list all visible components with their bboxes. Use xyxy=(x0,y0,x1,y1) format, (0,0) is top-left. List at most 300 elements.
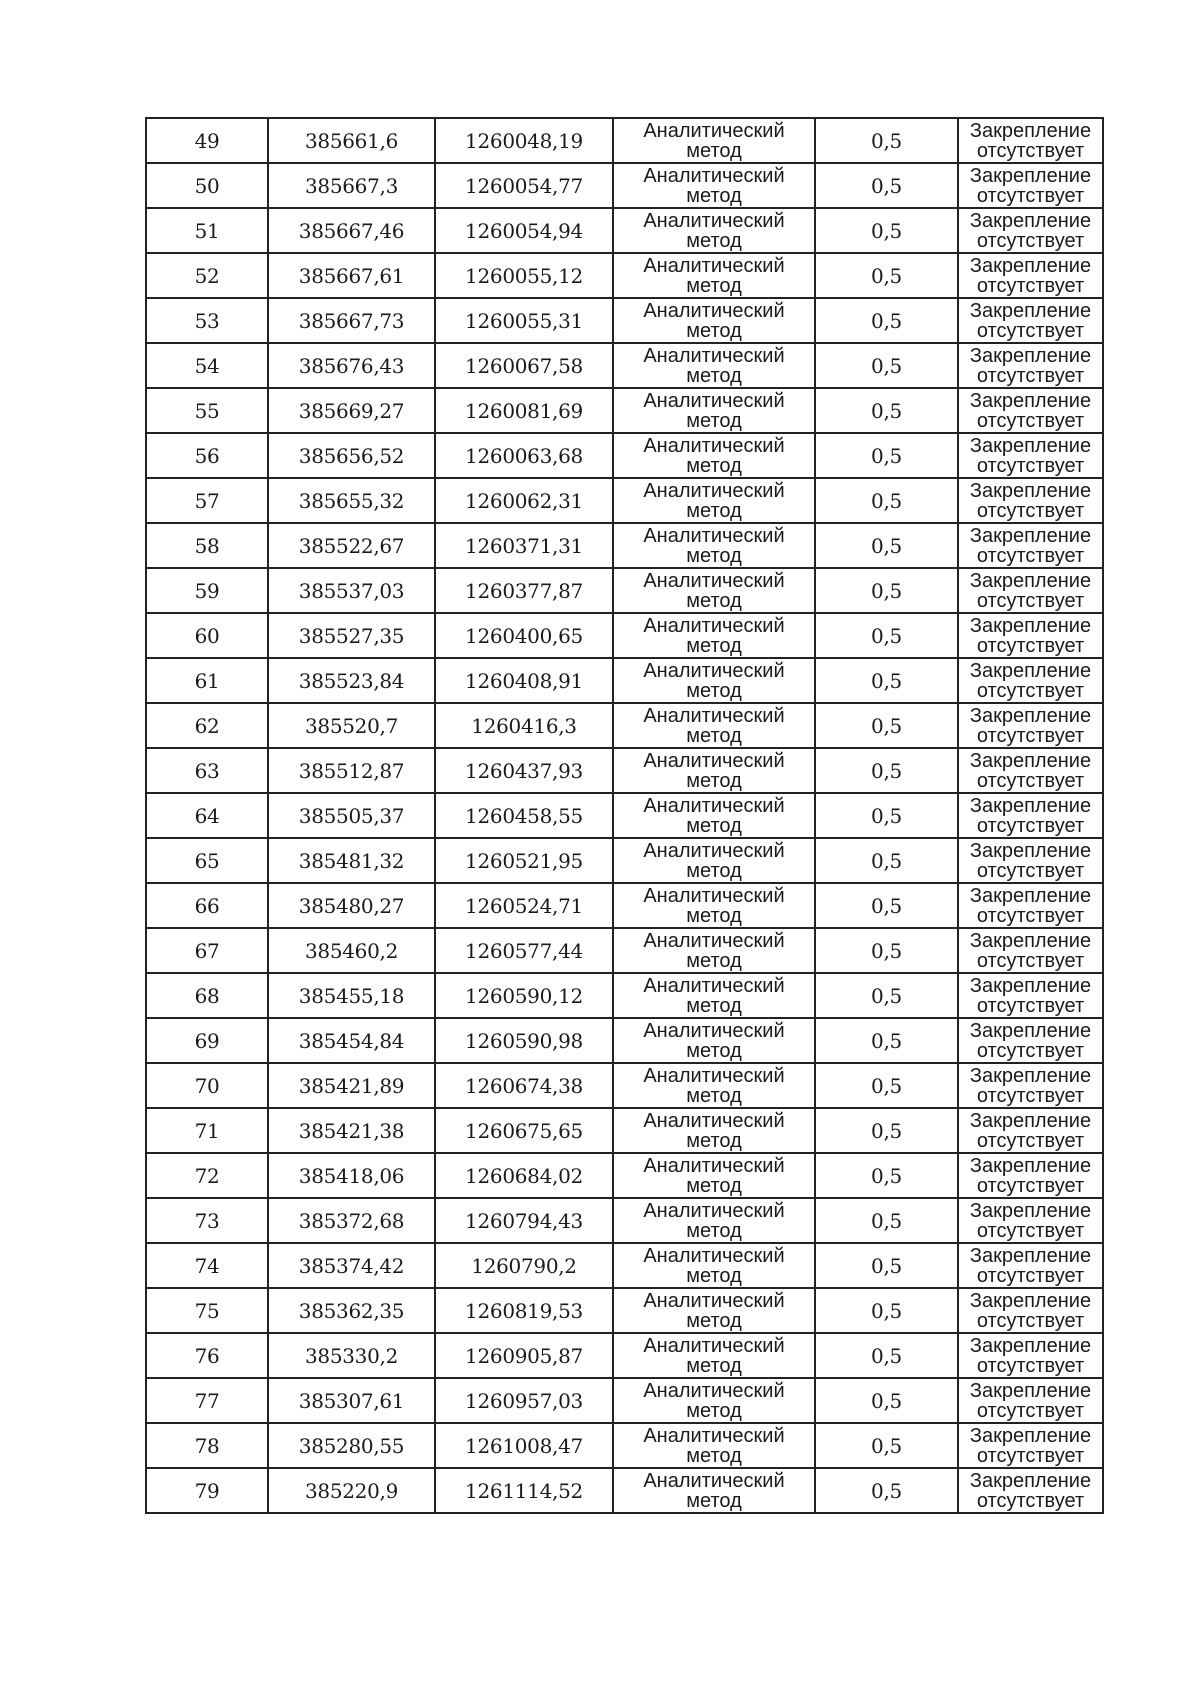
method-line-2: метод xyxy=(686,229,742,252)
accuracy-cell: 0,5 xyxy=(815,1018,958,1063)
x-coordinate-cell: 385527,35 xyxy=(268,613,435,658)
accuracy-cell: 0,5 xyxy=(815,973,958,1018)
fixation-line-2: отсутствует xyxy=(976,949,1085,972)
method-cell xyxy=(613,208,815,253)
y-coordinate-cell: 1260416,3 xyxy=(435,703,613,748)
x-coordinate-cell: 385667,73 xyxy=(268,298,435,343)
method-line-1: Аналитический xyxy=(643,749,785,772)
table-row xyxy=(146,1333,1103,1378)
method-cell xyxy=(613,388,815,433)
accuracy-cell: 0,5 xyxy=(815,793,958,838)
fixation-line-2: отсутствует xyxy=(976,364,1085,387)
method-line-2: метод xyxy=(686,1084,742,1107)
method-line-2: метод xyxy=(686,814,742,837)
coordinates-table xyxy=(145,117,1104,1514)
accuracy-cell: 0,5 xyxy=(815,523,958,568)
method-line-2: метод xyxy=(686,1489,742,1512)
fixation-line-1: Закрепление xyxy=(969,1109,1092,1132)
fixation-cell xyxy=(958,478,1103,523)
method-line-2: метод xyxy=(686,1039,742,1062)
method-cell xyxy=(613,1018,815,1063)
accuracy-cell: 0,5 xyxy=(815,1423,958,1468)
x-coordinate-cell: 385421,38 xyxy=(268,1108,435,1153)
method-cell xyxy=(613,703,815,748)
y-coordinate-cell: 1260408,91 xyxy=(435,658,613,703)
table-row xyxy=(146,658,1103,703)
table-row xyxy=(146,613,1103,658)
x-coordinate-cell: 385667,61 xyxy=(268,253,435,298)
y-coordinate-cell: 1260067,58 xyxy=(435,343,613,388)
fixation-line-1: Закрепление xyxy=(969,164,1092,187)
y-coordinate-cell: 1260684,02 xyxy=(435,1153,613,1198)
fixation-line-2: отсутствует xyxy=(976,1219,1085,1242)
y-coordinate-cell: 1260055,31 xyxy=(435,298,613,343)
method-cell xyxy=(613,478,815,523)
point-number-cell: 69 xyxy=(146,1018,268,1063)
point-number-cell: 58 xyxy=(146,523,268,568)
method-line-1: Аналитический xyxy=(643,569,785,592)
fixation-line-1: Закрепление xyxy=(969,299,1092,322)
method-cell xyxy=(613,298,815,343)
x-coordinate-cell: 385667,3 xyxy=(268,163,435,208)
x-coordinate-cell: 385669,27 xyxy=(268,388,435,433)
method-line-2: метод xyxy=(686,499,742,522)
method-cell xyxy=(613,433,815,478)
y-coordinate-cell: 1260437,93 xyxy=(435,748,613,793)
fixation-line-2: отсутствует xyxy=(976,1444,1085,1467)
fixation-line-2: отсутствует xyxy=(976,994,1085,1017)
x-coordinate-cell: 385372,68 xyxy=(268,1198,435,1243)
method-cell xyxy=(613,1063,815,1108)
method-line-1: Аналитический xyxy=(643,1064,785,1087)
table-row xyxy=(146,478,1103,523)
table-row xyxy=(146,838,1103,883)
fixation-line-1: Закрепление xyxy=(969,974,1092,997)
fixation-line-1: Закрепление xyxy=(969,704,1092,727)
x-coordinate-cell: 385522,67 xyxy=(268,523,435,568)
table-row xyxy=(146,253,1103,298)
accuracy-cell: 0,5 xyxy=(815,388,958,433)
table-row xyxy=(146,793,1103,838)
point-number-cell: 57 xyxy=(146,478,268,523)
method-cell xyxy=(613,1198,815,1243)
fixation-line-2: отсутствует xyxy=(976,814,1085,837)
method-cell xyxy=(613,343,815,388)
table-row xyxy=(146,118,1103,163)
table-row xyxy=(146,1153,1103,1198)
method-cell xyxy=(613,523,815,568)
point-number-cell: 75 xyxy=(146,1288,268,1333)
method-line-2: метод xyxy=(686,544,742,567)
accuracy-cell: 0,5 xyxy=(815,208,958,253)
fixation-line-2: отсутствует xyxy=(976,139,1085,162)
fixation-line-1: Закрепление xyxy=(969,1154,1092,1177)
method-line-2: метод xyxy=(686,589,742,612)
y-coordinate-cell: 1260400,65 xyxy=(435,613,613,658)
x-coordinate-cell: 385520,7 xyxy=(268,703,435,748)
method-line-1: Аналитический xyxy=(643,344,785,367)
point-number-cell: 66 xyxy=(146,883,268,928)
fixation-cell xyxy=(958,388,1103,433)
method-line-1: Аналитический xyxy=(643,389,785,412)
method-line-2: метод xyxy=(686,319,742,342)
fixation-line-1: Закрепление xyxy=(969,119,1092,142)
fixation-line-2: отсутствует xyxy=(976,229,1085,252)
fixation-line-1: Закрепление xyxy=(969,1244,1092,1267)
point-number-cell: 70 xyxy=(146,1063,268,1108)
fixation-line-1: Закрепление xyxy=(969,1334,1092,1357)
point-number-cell: 53 xyxy=(146,298,268,343)
fixation-cell xyxy=(958,208,1103,253)
accuracy-cell: 0,5 xyxy=(815,1333,958,1378)
fixation-line-2: отсутствует xyxy=(976,499,1085,522)
y-coordinate-cell: 1260794,43 xyxy=(435,1198,613,1243)
x-coordinate-cell: 385655,32 xyxy=(268,478,435,523)
method-cell xyxy=(613,253,815,298)
y-coordinate-cell: 1260063,68 xyxy=(435,433,613,478)
fixation-line-1: Закрепление xyxy=(969,1064,1092,1087)
table-row xyxy=(146,298,1103,343)
fixation-line-2: отсутствует xyxy=(976,679,1085,702)
method-line-1: Аналитический xyxy=(643,119,785,142)
method-line-2: метод xyxy=(686,274,742,297)
method-cell xyxy=(613,793,815,838)
point-number-cell: 62 xyxy=(146,703,268,748)
fixation-line-1: Закрепление xyxy=(969,614,1092,637)
fixation-line-1: Закрепление xyxy=(969,524,1092,547)
fixation-line-2: отсутствует xyxy=(976,1174,1085,1197)
fixation-cell xyxy=(958,568,1103,613)
method-line-1: Аналитический xyxy=(643,479,785,502)
x-coordinate-cell: 385330,2 xyxy=(268,1333,435,1378)
method-line-2: метод xyxy=(686,1309,742,1332)
accuracy-cell: 0,5 xyxy=(815,253,958,298)
method-line-2: метод xyxy=(686,1174,742,1197)
fixation-line-1: Закрепление xyxy=(969,884,1092,907)
fixation-line-1: Закрепление xyxy=(969,749,1092,772)
method-line-1: Аналитический xyxy=(643,434,785,457)
fixation-cell xyxy=(958,838,1103,883)
method-line-1: Аналитический xyxy=(643,524,785,547)
x-coordinate-cell: 385537,03 xyxy=(268,568,435,613)
x-coordinate-cell: 385220,9 xyxy=(268,1468,435,1513)
point-number-cell: 54 xyxy=(146,343,268,388)
x-coordinate-cell: 385454,84 xyxy=(268,1018,435,1063)
point-number-cell: 78 xyxy=(146,1423,268,1468)
method-line-2: метод xyxy=(686,949,742,972)
accuracy-cell: 0,5 xyxy=(815,658,958,703)
fixation-cell xyxy=(958,883,1103,928)
point-number-cell: 51 xyxy=(146,208,268,253)
accuracy-cell: 0,5 xyxy=(815,838,958,883)
fixation-cell xyxy=(958,703,1103,748)
fixation-cell xyxy=(958,118,1103,163)
fixation-cell xyxy=(958,1243,1103,1288)
table-row xyxy=(146,883,1103,928)
accuracy-cell: 0,5 xyxy=(815,748,958,793)
method-line-2: метод xyxy=(686,1129,742,1152)
y-coordinate-cell: 1260674,38 xyxy=(435,1063,613,1108)
point-number-cell: 55 xyxy=(146,388,268,433)
fixation-line-2: отсутствует xyxy=(976,859,1085,882)
accuracy-cell: 0,5 xyxy=(815,478,958,523)
point-number-cell: 59 xyxy=(146,568,268,613)
table-row xyxy=(146,1108,1103,1153)
method-cell xyxy=(613,1378,815,1423)
accuracy-cell: 0,5 xyxy=(815,883,958,928)
method-line-1: Аналитический xyxy=(643,1334,785,1357)
fixation-line-2: отсутствует xyxy=(976,1084,1085,1107)
y-coordinate-cell: 1260055,12 xyxy=(435,253,613,298)
y-coordinate-cell: 1260819,53 xyxy=(435,1288,613,1333)
method-cell xyxy=(613,118,815,163)
method-line-1: Аналитический xyxy=(643,1019,785,1042)
accuracy-cell: 0,5 xyxy=(815,1288,958,1333)
fixation-line-2: отсутствует xyxy=(976,319,1085,342)
table-row xyxy=(146,748,1103,793)
table-row xyxy=(146,1018,1103,1063)
method-line-2: метод xyxy=(686,1264,742,1287)
accuracy-cell: 0,5 xyxy=(815,163,958,208)
fixation-cell xyxy=(958,793,1103,838)
fixation-cell xyxy=(958,1198,1103,1243)
fixation-line-1: Закрепление xyxy=(969,209,1092,232)
method-cell xyxy=(613,1153,815,1198)
fixation-cell xyxy=(958,1468,1103,1513)
fixation-line-2: отсутствует xyxy=(976,1354,1085,1377)
accuracy-cell: 0,5 xyxy=(815,1198,958,1243)
point-number-cell: 56 xyxy=(146,433,268,478)
fixation-line-1: Закрепление xyxy=(969,1019,1092,1042)
fixation-cell xyxy=(958,1018,1103,1063)
method-line-1: Аналитический xyxy=(643,1424,785,1447)
point-number-cell: 72 xyxy=(146,1153,268,1198)
y-coordinate-cell: 1261114,52 xyxy=(435,1468,613,1513)
fixation-line-1: Закрепление xyxy=(969,389,1092,412)
method-line-1: Аналитический xyxy=(643,884,785,907)
fixation-line-2: отсутствует xyxy=(976,1489,1085,1512)
fixation-line-1: Закрепление xyxy=(969,929,1092,952)
method-line-2: метод xyxy=(686,1399,742,1422)
fixation-line-1: Закрепление xyxy=(969,1469,1092,1492)
point-number-cell: 68 xyxy=(146,973,268,1018)
accuracy-cell: 0,5 xyxy=(815,118,958,163)
x-coordinate-cell: 385512,87 xyxy=(268,748,435,793)
method-cell xyxy=(613,658,815,703)
fixation-cell xyxy=(958,1423,1103,1468)
method-line-2: метод xyxy=(686,139,742,162)
x-coordinate-cell: 385480,27 xyxy=(268,883,435,928)
point-number-cell: 49 xyxy=(146,118,268,163)
method-cell xyxy=(613,1333,815,1378)
fixation-line-2: отсутствует xyxy=(976,184,1085,207)
method-cell xyxy=(613,1468,815,1513)
method-cell xyxy=(613,163,815,208)
x-coordinate-cell: 385505,37 xyxy=(268,793,435,838)
method-line-2: метод xyxy=(686,1219,742,1242)
method-line-1: Аналитический xyxy=(643,1199,785,1222)
y-coordinate-cell: 1260905,87 xyxy=(435,1333,613,1378)
x-coordinate-cell: 385307,61 xyxy=(268,1378,435,1423)
method-cell xyxy=(613,1243,815,1288)
method-line-2: метод xyxy=(686,634,742,657)
method-cell xyxy=(613,613,815,658)
method-cell xyxy=(613,883,815,928)
x-coordinate-cell: 385460,2 xyxy=(268,928,435,973)
method-line-2: метод xyxy=(686,904,742,927)
accuracy-cell: 0,5 xyxy=(815,613,958,658)
table-row xyxy=(146,1063,1103,1108)
x-coordinate-cell: 385280,55 xyxy=(268,1423,435,1468)
method-line-1: Аналитический xyxy=(643,1469,785,1492)
method-line-1: Аналитический xyxy=(643,1244,785,1267)
method-line-1: Аналитический xyxy=(643,1379,785,1402)
fixation-cell xyxy=(958,298,1103,343)
point-number-cell: 64 xyxy=(146,793,268,838)
accuracy-cell: 0,5 xyxy=(815,1108,958,1153)
method-line-1: Аналитический xyxy=(643,929,785,952)
fixation-line-2: отсутствует xyxy=(976,1129,1085,1152)
point-number-cell: 73 xyxy=(146,1198,268,1243)
accuracy-cell: 0,5 xyxy=(815,1063,958,1108)
fixation-cell xyxy=(958,973,1103,1018)
y-coordinate-cell: 1260577,44 xyxy=(435,928,613,973)
fixation-cell xyxy=(958,658,1103,703)
fixation-cell xyxy=(958,928,1103,973)
fixation-cell xyxy=(958,253,1103,298)
method-line-2: метод xyxy=(686,184,742,207)
y-coordinate-cell: 1260957,03 xyxy=(435,1378,613,1423)
accuracy-cell: 0,5 xyxy=(815,1243,958,1288)
y-coordinate-cell: 1260675,65 xyxy=(435,1108,613,1153)
fixation-cell xyxy=(958,1288,1103,1333)
method-cell xyxy=(613,973,815,1018)
method-line-2: метод xyxy=(686,679,742,702)
y-coordinate-cell: 1260062,31 xyxy=(435,478,613,523)
fixation-line-2: отсутствует xyxy=(976,724,1085,747)
fixation-line-2: отсутствует xyxy=(976,634,1085,657)
fixation-line-1: Закрепление xyxy=(969,839,1092,862)
fixation-cell xyxy=(958,163,1103,208)
method-cell xyxy=(613,928,815,973)
table-row xyxy=(146,1468,1103,1513)
fixation-line-2: отсутствует xyxy=(976,1309,1085,1332)
method-line-2: метод xyxy=(686,454,742,477)
method-line-2: метод xyxy=(686,859,742,882)
point-number-cell: 52 xyxy=(146,253,268,298)
method-line-1: Аналитический xyxy=(643,254,785,277)
table-row xyxy=(146,703,1103,748)
method-cell xyxy=(613,1108,815,1153)
x-coordinate-cell: 385523,84 xyxy=(268,658,435,703)
point-number-cell: 60 xyxy=(146,613,268,658)
fixation-line-2: отсутствует xyxy=(976,1039,1085,1062)
fixation-line-1: Закрепление xyxy=(969,794,1092,817)
fixation-line-2: отсутствует xyxy=(976,589,1085,612)
fixation-cell xyxy=(958,1333,1103,1378)
fixation-cell xyxy=(958,433,1103,478)
x-coordinate-cell: 385481,32 xyxy=(268,838,435,883)
fixation-line-2: отсутствует xyxy=(976,544,1085,567)
point-number-cell: 71 xyxy=(146,1108,268,1153)
table-row xyxy=(146,973,1103,1018)
fixation-line-2: отсутствует xyxy=(976,769,1085,792)
fixation-cell xyxy=(958,343,1103,388)
table-row xyxy=(146,208,1103,253)
point-number-cell: 79 xyxy=(146,1468,268,1513)
x-coordinate-cell: 385661,6 xyxy=(268,118,435,163)
table-row xyxy=(146,1423,1103,1468)
table-row xyxy=(146,1378,1103,1423)
point-number-cell: 76 xyxy=(146,1333,268,1378)
table-row xyxy=(146,1243,1103,1288)
fixation-cell xyxy=(958,1063,1103,1108)
accuracy-cell: 0,5 xyxy=(815,1153,958,1198)
table-body xyxy=(146,118,1103,1513)
x-coordinate-cell: 385656,52 xyxy=(268,433,435,478)
table-row xyxy=(146,928,1103,973)
method-cell xyxy=(613,748,815,793)
y-coordinate-cell: 1260590,98 xyxy=(435,1018,613,1063)
fixation-line-2: отсутствует xyxy=(976,1264,1085,1287)
accuracy-cell: 0,5 xyxy=(815,1468,958,1513)
fixation-line-1: Закрепление xyxy=(969,569,1092,592)
method-line-1: Аналитический xyxy=(643,1109,785,1132)
method-line-1: Аналитический xyxy=(643,704,785,727)
table-row xyxy=(146,1198,1103,1243)
point-number-cell: 61 xyxy=(146,658,268,703)
fixation-cell xyxy=(958,1378,1103,1423)
method-line-1: Аналитический xyxy=(643,299,785,322)
table-row xyxy=(146,388,1103,433)
x-coordinate-cell: 385667,46 xyxy=(268,208,435,253)
y-coordinate-cell: 1260081,69 xyxy=(435,388,613,433)
method-line-2: метод xyxy=(686,1354,742,1377)
fixation-line-1: Закрепление xyxy=(969,1424,1092,1447)
method-line-1: Аналитический xyxy=(643,974,785,997)
method-line-1: Аналитический xyxy=(643,1289,785,1312)
method-line-2: метод xyxy=(686,724,742,747)
method-cell xyxy=(613,838,815,883)
fixation-line-1: Закрепление xyxy=(969,1199,1092,1222)
accuracy-cell: 0,5 xyxy=(815,343,958,388)
x-coordinate-cell: 385676,43 xyxy=(268,343,435,388)
y-coordinate-cell: 1260521,95 xyxy=(435,838,613,883)
fixation-line-1: Закрепление xyxy=(969,344,1092,367)
point-number-cell: 67 xyxy=(146,928,268,973)
fixation-cell xyxy=(958,1108,1103,1153)
y-coordinate-cell: 1260371,31 xyxy=(435,523,613,568)
fixation-line-1: Закрепление xyxy=(969,434,1092,457)
y-coordinate-cell: 1260054,94 xyxy=(435,208,613,253)
y-coordinate-cell: 1260790,2 xyxy=(435,1243,613,1288)
accuracy-cell: 0,5 xyxy=(815,298,958,343)
fixation-line-2: отсутствует xyxy=(976,274,1085,297)
table-row xyxy=(146,163,1103,208)
fixation-cell xyxy=(958,523,1103,568)
x-coordinate-cell: 385421,89 xyxy=(268,1063,435,1108)
point-number-cell: 65 xyxy=(146,838,268,883)
point-number-cell: 77 xyxy=(146,1378,268,1423)
fixation-line-1: Закрепление xyxy=(969,254,1092,277)
method-line-1: Аналитический xyxy=(643,614,785,637)
method-cell xyxy=(613,1423,815,1468)
method-line-1: Аналитический xyxy=(643,209,785,232)
fixation-line-2: отсутствует xyxy=(976,409,1085,432)
fixation-line-1: Закрепление xyxy=(969,659,1092,682)
fixation-cell xyxy=(958,613,1103,658)
x-coordinate-cell: 385455,18 xyxy=(268,973,435,1018)
